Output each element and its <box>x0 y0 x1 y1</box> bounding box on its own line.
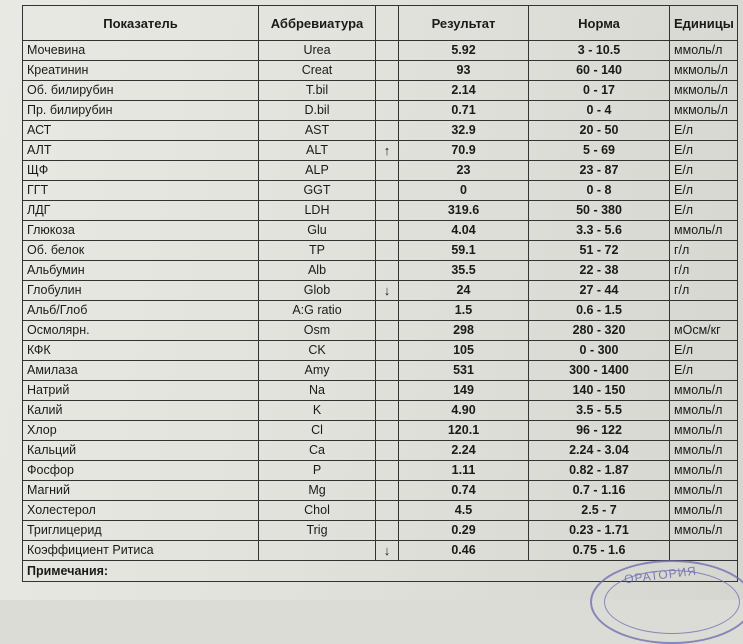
cell-result: 531 <box>399 361 529 381</box>
table-row <box>23 161 738 181</box>
cell-result: 319.6 <box>399 201 529 221</box>
table-row <box>23 221 738 241</box>
cell-result: 0.29 <box>399 521 529 541</box>
cell-result: 1.5 <box>399 301 529 321</box>
cell-unit: мкмоль/л <box>670 61 738 81</box>
cell-norm: 0 - 4 <box>529 101 670 121</box>
cell-name: Коэффициент Ритиса <box>23 541 259 561</box>
table-row <box>23 421 738 441</box>
cell-abbr: Ca <box>259 441 376 461</box>
cell-abbr: Glob <box>259 281 376 301</box>
cell-unit: г/л <box>670 281 738 301</box>
cell-unit: г/л <box>670 261 738 281</box>
cell-name: АЛТ <box>23 141 259 161</box>
cell-unit: ммоль/л <box>670 401 738 421</box>
cell-name: Калий <box>23 401 259 421</box>
table-row <box>23 401 738 421</box>
cell-abbr: Glu <box>259 221 376 241</box>
cell-flag <box>376 241 399 261</box>
cell-abbr: D.bil <box>259 101 376 121</box>
cell-name: Амилаза <box>23 361 259 381</box>
header-abbr: Аббревиатура <box>259 6 376 41</box>
cell-unit <box>670 301 738 321</box>
table-row <box>23 261 738 281</box>
cell-unit: Е/л <box>670 201 738 221</box>
cell-flag <box>376 441 399 461</box>
cell-abbr: Chol <box>259 501 376 521</box>
cell-abbr: T.bil <box>259 81 376 101</box>
cell-norm: 0.82 - 1.87 <box>529 461 670 481</box>
cell-flag <box>376 501 399 521</box>
cell-norm: 60 - 140 <box>529 61 670 81</box>
cell-name: Об. белок <box>23 241 259 261</box>
header-norm: Норма <box>529 6 670 41</box>
cell-result: 93 <box>399 61 529 81</box>
cell-abbr: ALT <box>259 141 376 161</box>
cell-name: Глобулин <box>23 281 259 301</box>
cell-result: 0.46 <box>399 541 529 561</box>
cell-name: Осмолярн. <box>23 321 259 341</box>
table-row <box>23 141 738 161</box>
cell-result: 2.24 <box>399 441 529 461</box>
cell-flag <box>376 41 399 61</box>
cell-abbr: Na <box>259 381 376 401</box>
cell-unit: ммоль/л <box>670 221 738 241</box>
cell-flag <box>376 321 399 341</box>
table-row <box>23 201 738 221</box>
cell-flag <box>376 221 399 241</box>
notes-label: Примечания: <box>23 561 738 582</box>
cell-result: 0.74 <box>399 481 529 501</box>
cell-name: Альбумин <box>23 261 259 281</box>
cell-abbr: AST <box>259 121 376 141</box>
cell-abbr: Osm <box>259 321 376 341</box>
cell-result: 105 <box>399 341 529 361</box>
table-row <box>23 521 738 541</box>
cell-norm: 27 - 44 <box>529 281 670 301</box>
cell-unit: Е/л <box>670 181 738 201</box>
cell-abbr: Trig <box>259 521 376 541</box>
cell-name: Триглицерид <box>23 521 259 541</box>
blood-test-table <box>22 5 738 582</box>
cell-name: Холестерол <box>23 501 259 521</box>
cell-result: 2.14 <box>399 81 529 101</box>
cell-abbr: A:G ratio <box>259 301 376 321</box>
cell-name: Кальций <box>23 441 259 461</box>
cell-unit: мОсм/кг <box>670 321 738 341</box>
cell-abbr: Creat <box>259 61 376 81</box>
cell-name: Креатинин <box>23 61 259 81</box>
cell-name: Глюкоза <box>23 221 259 241</box>
cell-norm: 96 - 122 <box>529 421 670 441</box>
cell-flag <box>376 461 399 481</box>
cell-flag <box>376 81 399 101</box>
cell-unit: Е/л <box>670 141 738 161</box>
cell-norm: 2.5 - 7 <box>529 501 670 521</box>
cell-flag <box>376 181 399 201</box>
cell-norm: 0 - 17 <box>529 81 670 101</box>
cell-unit: ммоль/л <box>670 441 738 461</box>
stamp-text: ОРАТОРИЯ <box>623 563 698 587</box>
cell-flag <box>376 421 399 441</box>
header-row <box>23 6 738 41</box>
cell-result: 149 <box>399 381 529 401</box>
table-row <box>23 301 738 321</box>
cell-result: 0 <box>399 181 529 201</box>
cell-norm: 140 - 150 <box>529 381 670 401</box>
cell-result: 32.9 <box>399 121 529 141</box>
cell-unit <box>670 541 738 561</box>
cell-result: 59.1 <box>399 241 529 261</box>
table-row <box>23 481 738 501</box>
cell-flag <box>376 341 399 361</box>
cell-norm: 0.75 - 1.6 <box>529 541 670 561</box>
cell-flag: ↓ <box>376 281 399 301</box>
cell-result: 4.04 <box>399 221 529 241</box>
cell-norm: 280 - 320 <box>529 321 670 341</box>
cell-norm: 23 - 87 <box>529 161 670 181</box>
cell-unit: ммоль/л <box>670 501 738 521</box>
cell-flag: ↑ <box>376 141 399 161</box>
cell-norm: 0.23 - 1.71 <box>529 521 670 541</box>
cell-abbr <box>259 541 376 561</box>
cell-unit: мкмоль/л <box>670 101 738 121</box>
cell-result: 35.5 <box>399 261 529 281</box>
cell-abbr: ALP <box>259 161 376 181</box>
cell-abbr: K <box>259 401 376 421</box>
cell-result: 4.5 <box>399 501 529 521</box>
cell-result: 5.92 <box>399 41 529 61</box>
cell-result: 24 <box>399 281 529 301</box>
cell-flag: ↓ <box>376 541 399 561</box>
table-row <box>23 121 738 141</box>
cell-result: 70.9 <box>399 141 529 161</box>
cell-unit: Е/л <box>670 161 738 181</box>
cell-unit: мкмоль/л <box>670 81 738 101</box>
cell-result: 298 <box>399 321 529 341</box>
table-row <box>23 321 738 341</box>
cell-unit: Е/л <box>670 341 738 361</box>
header-result: Результат <box>399 6 529 41</box>
cell-name: Хлор <box>23 421 259 441</box>
cell-flag <box>376 521 399 541</box>
cell-norm: 3 - 10.5 <box>529 41 670 61</box>
table-row <box>23 241 738 261</box>
cell-abbr: Mg <box>259 481 376 501</box>
cell-abbr: P <box>259 461 376 481</box>
cell-name: Альб/Глоб <box>23 301 259 321</box>
cell-abbr: TP <box>259 241 376 261</box>
cell-abbr: Alb <box>259 261 376 281</box>
cell-flag <box>376 401 399 421</box>
header-units: Единицы <box>670 6 738 41</box>
cell-result: 1.11 <box>399 461 529 481</box>
table-row <box>23 281 738 301</box>
cell-norm: 3.5 - 5.5 <box>529 401 670 421</box>
lab-stamp <box>590 560 743 644</box>
cell-result: 0.71 <box>399 101 529 121</box>
cell-norm: 0.6 - 1.5 <box>529 301 670 321</box>
cell-flag <box>376 161 399 181</box>
cell-abbr: GGT <box>259 181 376 201</box>
table-row <box>23 181 738 201</box>
table-row <box>23 101 738 121</box>
table-body <box>23 41 738 561</box>
cell-flag <box>376 381 399 401</box>
cell-name: ЩФ <box>23 161 259 181</box>
cell-flag <box>376 481 399 501</box>
table-row <box>23 361 738 381</box>
cell-name: Мочевина <box>23 41 259 61</box>
table-row <box>23 541 738 561</box>
cell-unit: ммоль/л <box>670 41 738 61</box>
cell-norm: 0 - 8 <box>529 181 670 201</box>
cell-name: ГГТ <box>23 181 259 201</box>
table-row <box>23 461 738 481</box>
cell-result: 4.90 <box>399 401 529 421</box>
cell-flag <box>376 261 399 281</box>
cell-flag <box>376 301 399 321</box>
cell-norm: 51 - 72 <box>529 241 670 261</box>
cell-norm: 5 - 69 <box>529 141 670 161</box>
table-row <box>23 501 738 521</box>
cell-norm: 300 - 1400 <box>529 361 670 381</box>
cell-norm: 0 - 300 <box>529 341 670 361</box>
cell-name: Натрий <box>23 381 259 401</box>
cell-flag <box>376 61 399 81</box>
cell-abbr: Cl <box>259 421 376 441</box>
table-row <box>23 41 738 61</box>
cell-name: Фосфор <box>23 461 259 481</box>
table-row <box>23 61 738 81</box>
table-row <box>23 81 738 101</box>
cell-flag <box>376 121 399 141</box>
cell-norm: 0.7 - 1.16 <box>529 481 670 501</box>
cell-abbr: Amy <box>259 361 376 381</box>
cell-flag <box>376 101 399 121</box>
table-row <box>23 441 738 461</box>
cell-abbr: LDH <box>259 201 376 221</box>
cell-unit: ммоль/л <box>670 421 738 441</box>
cell-result: 23 <box>399 161 529 181</box>
cell-norm: 50 - 380 <box>529 201 670 221</box>
cell-unit: ммоль/л <box>670 521 738 541</box>
header-flag <box>376 6 399 41</box>
cell-name: Магний <box>23 481 259 501</box>
table-row <box>23 381 738 401</box>
cell-name: Об. билирубин <box>23 81 259 101</box>
cell-abbr: Urea <box>259 41 376 61</box>
cell-flag <box>376 201 399 221</box>
cell-unit: Е/л <box>670 361 738 381</box>
cell-abbr: CK <box>259 341 376 361</box>
cell-flag <box>376 361 399 381</box>
cell-name: Пр. билирубин <box>23 101 259 121</box>
header-name: Показатель <box>23 6 259 41</box>
cell-norm: 3.3 - 5.6 <box>529 221 670 241</box>
cell-unit: ммоль/л <box>670 381 738 401</box>
cell-name: КФК <box>23 341 259 361</box>
cell-norm: 2.24 - 3.04 <box>529 441 670 461</box>
cell-unit: г/л <box>670 241 738 261</box>
cell-unit: ммоль/л <box>670 481 738 501</box>
cell-unit: Е/л <box>670 121 738 141</box>
cell-name: ЛДГ <box>23 201 259 221</box>
table-row <box>23 341 738 361</box>
cell-norm: 22 - 38 <box>529 261 670 281</box>
cell-norm: 20 - 50 <box>529 121 670 141</box>
cell-unit: ммоль/л <box>670 461 738 481</box>
cell-result: 120.1 <box>399 421 529 441</box>
cell-name: АСТ <box>23 121 259 141</box>
